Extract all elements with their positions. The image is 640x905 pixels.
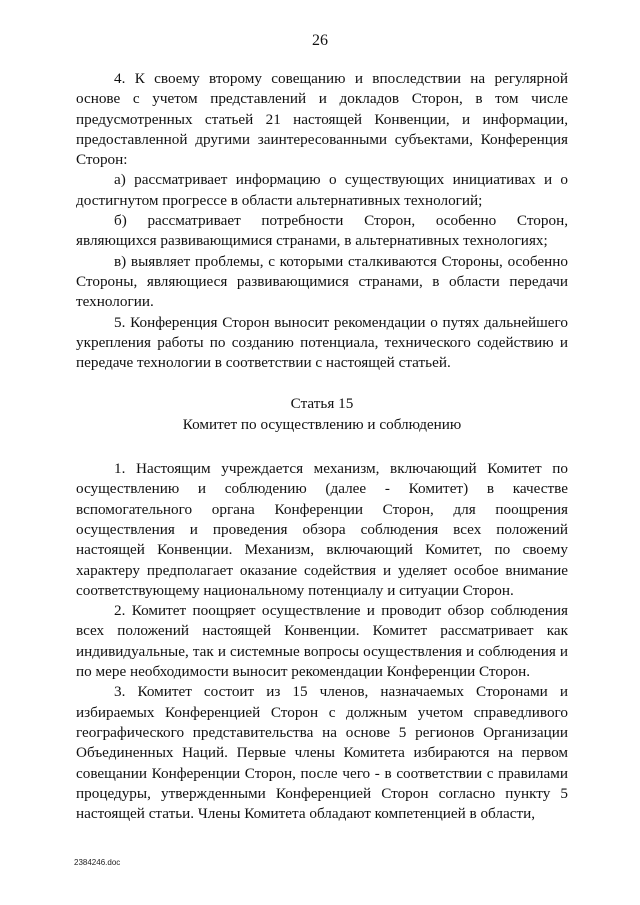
footer-filename: 2384246.doc (74, 858, 121, 867)
page-number: 26 (312, 32, 328, 49)
item-b: б) рассматривает потребности Сторон, особенно Сторон, являющихся развивающимися странами, в альтернативных технологиях; (76, 212, 568, 250)
article-paragraph-3: 3. Комитет состоит из 15 членов, назначаемых Сторонами и избираемых Конференцией Сторон с должным учетом справедливого географического представительства на основе 5 регионов Организации Объединенных Наций. Первые члены Комитета избираются на первом совещании Конференции Сторон, после чего - в соответствии с правилами процедуры, утвержденными Конференцией Сторон согласно пункту 5 настоящей статьи. Члены Комитета обладают компетенцией в области, (76, 683, 568, 823)
article-subtitle: Комитет по осуществлению и соблюдению (182, 415, 462, 433)
article-title: Статья 15 (290, 395, 354, 413)
paragraph-4: 4. К своему второму совещанию и впоследствии на регулярной основе с учетом представлений и докладов Сторон, в том числе предусмотренных статьей 21 настоящей Конвенции, и информации, предоставленной другими заинтересованными субъектами, Конференция Сторон: (76, 70, 568, 169)
article-heading (76, 394, 568, 435)
item-a: а) рассматривает информацию о существующих инициативах и о достигнутом прогрессе в области альтернативных технологий; (76, 171, 568, 209)
item-v: в) выявляет проблемы, с которыми сталкиваются Стороны, особенно Стороны, являющиеся развивающимися странами, в области передачи технологии. (76, 252, 568, 311)
paragraph-5: 5. Конференция Сторон выносит рекомендации о путях дальнейшего укрепления работы по созданию потенциала, технического содействию и передаче технологии в соответствии с настоящей статьей. (76, 313, 568, 372)
article-paragraph-1: 1. Настоящим учреждается механизм, включающий Комитет по осуществлению и соблюдению (далее - Комитет) в качестве вспомогательного органа Конференции Сторон, для поощрения осуществления и проведения обзора соблюдения всех положений настоящей Конвенции. Механизм, включающий Комитет, по своему характеру предполагает оказание содействия и уделяет особое внимание соответствующему национальному потенциалу и ситуации Сторон. (76, 460, 568, 599)
article-paragraph-2: 2. Комитет поощряет осуществление и проводит обзор соблюдения всех положений настоящей Конвенции. Комитет рассматривает как индивидуальные, так и системные вопросы осуществления и соблюдения и по мере необходимости выносит рекомендации Конференции Сторон. (76, 602, 568, 681)
document-body (76, 69, 568, 824)
